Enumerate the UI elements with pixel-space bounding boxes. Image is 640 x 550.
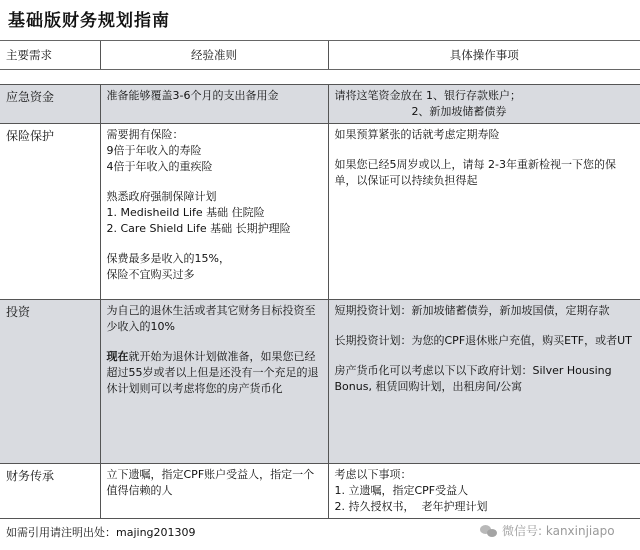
action-line: 长期投资计划：为您的CPF退休账户充值，购买ETF，或者UT (334, 334, 632, 347)
guideline-text: 就开始为退休计划做准备，如果您已经超过55岁或者以上但是还没有一个充足的退休计划则可以考虑将您的房产货币化 (106, 350, 319, 395)
wechat-watermark (480, 522, 615, 539)
table-row-emergency (0, 85, 640, 124)
action-line: 考虑以下事项： (334, 468, 412, 481)
actions-emergency (328, 85, 640, 124)
guideline-line: 9倍于年收入的寿险 (106, 144, 202, 157)
table-row-insurance (0, 124, 640, 300)
category-insurance: 保险保护 (0, 124, 100, 300)
guideline-line: 准备能够覆盖3-6个月的支出备用金 (106, 89, 279, 102)
guideline-investment (100, 300, 328, 464)
category-legacy: 财务传承 (0, 464, 100, 519)
action-line: 房产货币化可以考虑以下以下政府计划：Silver Housing Bonus, 租赁回购计划，出租房间/公寓 (334, 364, 616, 393)
emphasis-now: 现在 (106, 350, 129, 363)
action-line: 2. 持久授权书， 老年护理计划 (334, 500, 488, 513)
actions-legacy (328, 464, 640, 519)
page-title: 基础版财务规划指南 (8, 11, 170, 31)
table-header-row (0, 41, 640, 70)
guideline-emergency (100, 85, 328, 124)
guideline-legacy (100, 464, 328, 519)
guideline-insurance (100, 124, 328, 300)
wechat-icon (480, 524, 498, 538)
guideline-line: 立下遗嘱，指定CPF账户受益人，指定一个值得信赖的人 (106, 468, 315, 497)
action-line: 请将这笔资金放在 1、银行存款账户； (334, 89, 521, 102)
action-line: 如果预算紧张的话就考虑定期寿险 (334, 128, 500, 141)
financial-planning-table (0, 40, 640, 519)
actions-insurance (328, 124, 640, 300)
action-line: 如果您已经5周岁或以上，请每 2-3年重新检视一下您的保单，以保证可以持续负担得起 (334, 158, 616, 187)
header-actions: 具体操作事项 (328, 41, 640, 70)
guideline-line: 2. Care Shield Life 基础 长期护理险 (106, 222, 291, 235)
watermark-text: 微信号: kanxinjiapo (502, 524, 615, 538)
action-line: 1. 立遗嘱，指定CPF受益人 (334, 484, 469, 497)
guideline-line: 为自己的退休生活或者其它财务目标投资至少收入的10% (106, 304, 316, 333)
category-emergency: 应急资金 (0, 85, 100, 124)
guideline-line: 保险不宜购买过多 (106, 268, 195, 281)
table-row-investment (0, 300, 640, 464)
header-guidelines: 经验准则 (100, 41, 328, 70)
header-needs: 主要需求 (0, 41, 100, 70)
guideline-line: 保费最多是收入的15%， (106, 252, 230, 265)
guideline-line (107, 349, 322, 397)
category-investment: 投资 (0, 300, 100, 464)
spacer-row (0, 70, 640, 85)
table-row-legacy (0, 464, 640, 519)
guideline-line: 4倍于年收入的重疾险 (106, 160, 213, 173)
action-line: 短期投资计划：新加坡储蓄债券，新加坡国债，定期存款 (334, 304, 610, 317)
guideline-line: 1. Medisheild Life 基础 住院险 (106, 206, 265, 219)
citation-footer: 如需引用请注明出处：majing201309 (6, 526, 196, 539)
actions-investment (328, 300, 640, 464)
guideline-line: 需要拥有保险： (106, 128, 184, 141)
guideline-line: 熟悉政府强制保障计划 (106, 190, 217, 203)
action-line: 2、新加坡储蓄债券 (334, 105, 507, 118)
